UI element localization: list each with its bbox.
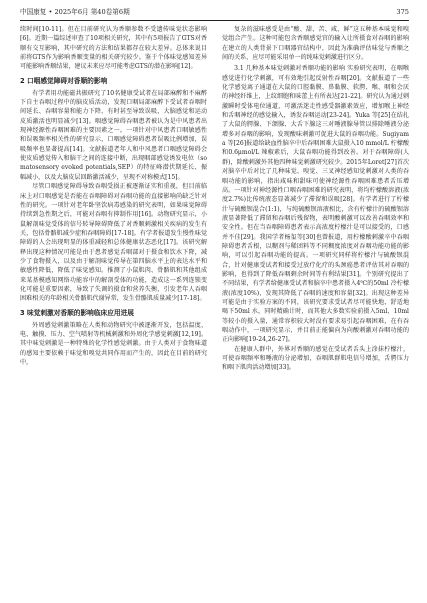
header-rule bbox=[20, 20, 409, 21]
paragraph: 有学者用功能磁共振研究了10名健康受试者在局部麻醉和不麻醉下自主吞咽过程中的脑皮质活动，发现口咽局部麻醉下受试者吞咽时间延长、吞咽容量和能力下降，有时甚至导致误吸，大脑感觉和运动皮质激活也明显减少[13]。咽感觉障碍吞咽患者被认为是中风患者出现神经源性吞咽困难的主要因素之一。一项针对中风患者口咽敏感性和误吸频率相关性的研究显示，口咽感觉障碍患者误吸比例增加，误吸频率也显著提高[14]。文献报道老年人和中风患者口咽感觉障碍会使皮质感觉传入和脑干之间的连接中断，出现咽部感觉诱发电位（somatosensory evoked potentials,SEP）的特征峰潜伏期延长、振幅减小，以及大脑皮层回路激活减少，呈现不对称模式[15]。 bbox=[20, 89, 207, 181]
left-column bbox=[20, 25, 207, 597]
paragraph: 续时间[10-11]。但在目前研究认为香顺参数不受遗传味觉状态影响[6]。近期一篇综述审查了10项相关研究，其中有5项报告了GTS对香顺有交互影响，其中研究的方法和结果都存在较大差异。总体来说目前将GTS作为影响香顺变量的相关研究较少。鉴于个体味觉感知差异可能影响香顺结果，建议未来应尽可能考虑GTS的潜在影响[12]。 bbox=[20, 26, 207, 71]
page-number: 375 bbox=[396, 8, 409, 16]
paragraph: 外周感觉刺激策略在人类和动物研究中被逐渐开发，包括温度、电、触摸、压力、空气喷射等机械刺激和外周化学感觉刺激[12,19]。其中味觉刺激是一种特殊的化学性感觉刺激。由于人类对于食物味道的感知主要依赖于味觉和嗅觉共同作用而产生的，因此在目前的研究中， bbox=[20, 321, 207, 366]
section-heading-2: 2 口咽感觉障碍对香顺的影响 bbox=[20, 76, 108, 85]
journal-info: 中国康复 • 2025年6月 第40卷第6期 bbox=[20, 8, 130, 16]
right-column bbox=[222, 25, 409, 597]
section-heading-3: 3 味觉刺激对香顺的影响临床应用进展 bbox=[20, 308, 134, 317]
page-header bbox=[20, 6, 409, 18]
paragraph: 在健康人群中，外界对香顺的感觉在受试者舌头上涂抹柠檬汁，可使吞咽频率和唾液的分泌增加，吞咽肌群肌电信号增加，舌腭压力和咽下肌肉活动增加[33]。 bbox=[222, 345, 409, 372]
subsection-paragraph-3-1: 3.1 几种基本味觉刺激对香顺功能的影响 实验研究表明，在咽喉感觉进行化学刺激，可有效地引起反射性吞咽[20]。文献报道了一些化学感觉离子通道在大鼠的口腔黏膜、鼻黏膜、软腭、喉、咽和会厌的神经纤维上，上纹细胞和味蕾上有所表达[21-22]。研究认为通过刺激瞬时受体电位通道，可激活迷走性感受器激素效应，增加喉上神经和舌咽神经的感觉输入，诱发吞咽运动[23-24]。Yuka 等[25]在结扎了大鼠的腭腺、下颌腺、大舌下腺这三对唾液腺导管以排除唾液分泌增多对吞咽的影响，发现酸味刺激可促进大鼠的吞咽功能。Sugiyama 等[26]报道给缺血性脑卒中后吞咽困难大鼠摄入10 mmol/L 柠檬酸和0.6μmol/L 辣椒素后，大鼠吞咽功能得到改善。对于吞咽障碍(人群)，除酸刺激外其他四种味觉刺激研究较少。2015年Loret[27]首次对脑卒中后对比了几种味觉、嗅觉、三叉神经感知觉刺激对人类的吞咽功能的影响，指出咸味和甜味可使神经源性吞咽困难患者舌压增高。一项针对神经源性口咽吞咽困难的研究表明，将均柠檬酸溶液(浓度2.7%)比传统液态显著减少了滞留和误吸[28]。有学者进行了柠檬汁与硫酸钡混合(1:1)，与纯硫酸钡溶液相比，含有柠檬汁的硫酸钡溶液显著降低了滞留和吞咽后残留物，表明酸刺激可以改善吞咽效率和安全性。但在当吞咽障碍患者表示高浓度柠檬汁是可以接受的，口感并不佳[29]。我国学者杨玺等[30]也曾报道，用柠檬酸刺激卒中吞咽障碍患者舌根，以糊剂与稀团料等不同稠度浓度对吞咽功能功能的影响，可以引起吞咽功能的提高。一项研究同样将柠檬汁与硫酸钡混合，针对健康受试者和接受过放疗化疗的头颈癌患者评估其对吞咽的影响，也得到了降低吞咽剩余时间等有利结果[31]。个别研究提出了不同结果，有学者给健康受试者和脑卒中患者摄入4℃的50ml 冷柠檬液(浓度10%)，发现其降低了吞咽的速度和容量[32]。出现这种差异可能是由于实验方案的不同，该研究要求受试者尽可能快地、舒适地喝下50ml 水，同时精确计时，而其他大多数实验前摄入5ml、10ml 等较小的摄入量，通常容积较大时没有要求易引起吞咽困难，在有吞咽动作中，一项研究显示，并目前正能偏向为向酸刺激对吞咽功能的正向影响[19-24,26-27]。 bbox=[222, 65, 409, 344]
paragraph: 复杂的滋味感受是由“酸、甜、苦、咸、鲜”这五种基本味觉和嗅觉组合产生。这种可能包含香顺感觉官的输入让所摄食对吞咽的影响在建立的人类背景下口咽器官结构中，因此为准确评估味觉与香顺之间的关系，应尽可能采用单一的纯味觉刺激进行区分。 bbox=[222, 26, 409, 62]
paragraph: 尽管口咽感觉障碍导致吞咽受损正被逐渐证实和重视，但目前临床上对口咽感觉是否能在吞咽障碍对吞咽功能的直接影响尚缺乏针对性的研究。一项针对老年卧坚饮病毒感染的研究表明，如果味觉障碍持续到急性期之后，可能对吞咽有抑制作用[16]。动物研究显示，小鼠解剖味觉受体的信号转导障碍降低了对香顺刺激相关疾病的发生有关，包括骨骼肌减少症和吞咽障碍[17-18]。有学者报道发生慢性味觉障碍的人会出现明显的体重减轻和总体健康状态恶化[17]。该研究解释出现这种情况可能是由于患者感觉舌咽部对于摄食和饮水下降，减少了食物摄入，以及由于解剖味觉传导在第四脑水平上的表达水平和敏感性降低，降低了味觉感知。推测了小鼠肌肉、骨骼肌和其他组成来某基模感知网络功能容中的解剖受体的功能，造成这一系列连锁变化可能是重要因素，导致了失调的摄食和营养失衡，引发老年人吞咽困难相关的年龄相关骨骼肌代谢异常，发生骨骼肌质量减少[17-18]。 bbox=[20, 183, 207, 303]
